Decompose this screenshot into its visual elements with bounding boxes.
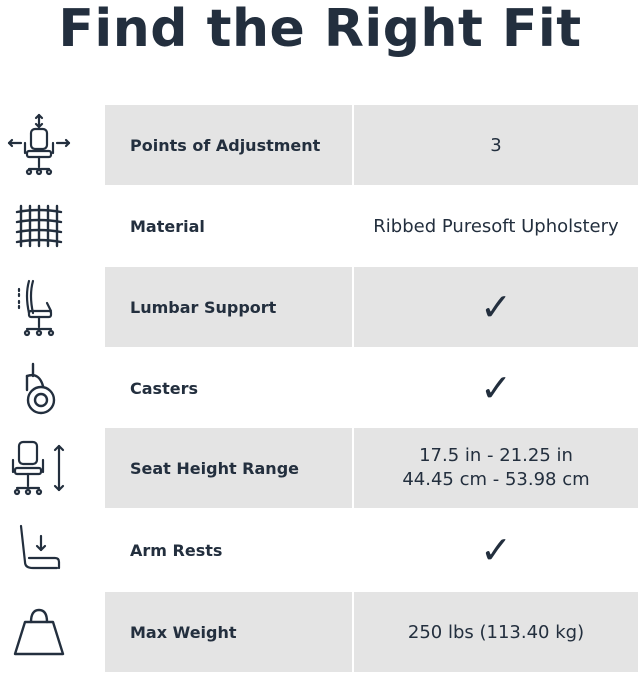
page-title: Find the Right Fit [58,0,582,59]
spec-row-material [0,186,640,266]
checkmark-icon: ✓ [480,366,512,410]
spec-row-max-weight [0,592,640,672]
spec-label: Seat Height Range [105,428,352,508]
spec-label: Material [130,216,205,236]
spec-value: 250 lbs (113.40 kg) [354,592,638,672]
spec-row-seat-height-range [0,428,640,508]
seat-height-imperial: 17.5 in - 21.25 in [419,445,573,466]
spec-label: Arm Rests [130,540,223,560]
chair-adjust-icon [4,105,74,185]
spec-label: Max Weight [105,592,352,672]
spec-label: Lumbar Support [105,267,352,347]
spec-row-lumbar-support [0,267,640,347]
seat-height-icon [4,428,74,508]
arm-rest-icon [4,510,74,590]
spec-label: Casters [130,378,198,398]
spec-value: 3 [354,105,638,185]
spec-label: Points of Adjustment [105,105,352,185]
checkmark-icon: ✓ [354,267,638,347]
caster-wheel-icon [4,348,74,428]
checkmark-icon: ✓ [480,528,512,572]
lumbar-chair-icon [4,267,74,347]
spec-row-casters [0,348,640,428]
spec-value [354,428,638,508]
spec-row-arm-rests [0,510,640,590]
mesh-material-icon [4,186,74,266]
spec-row-points-of-adjustment [0,105,640,185]
weight-icon [4,592,74,672]
seat-height-metric: 44.45 cm - 53.98 cm [402,469,590,490]
spec-value: Ribbed Puresoft Upholstery [373,215,619,237]
